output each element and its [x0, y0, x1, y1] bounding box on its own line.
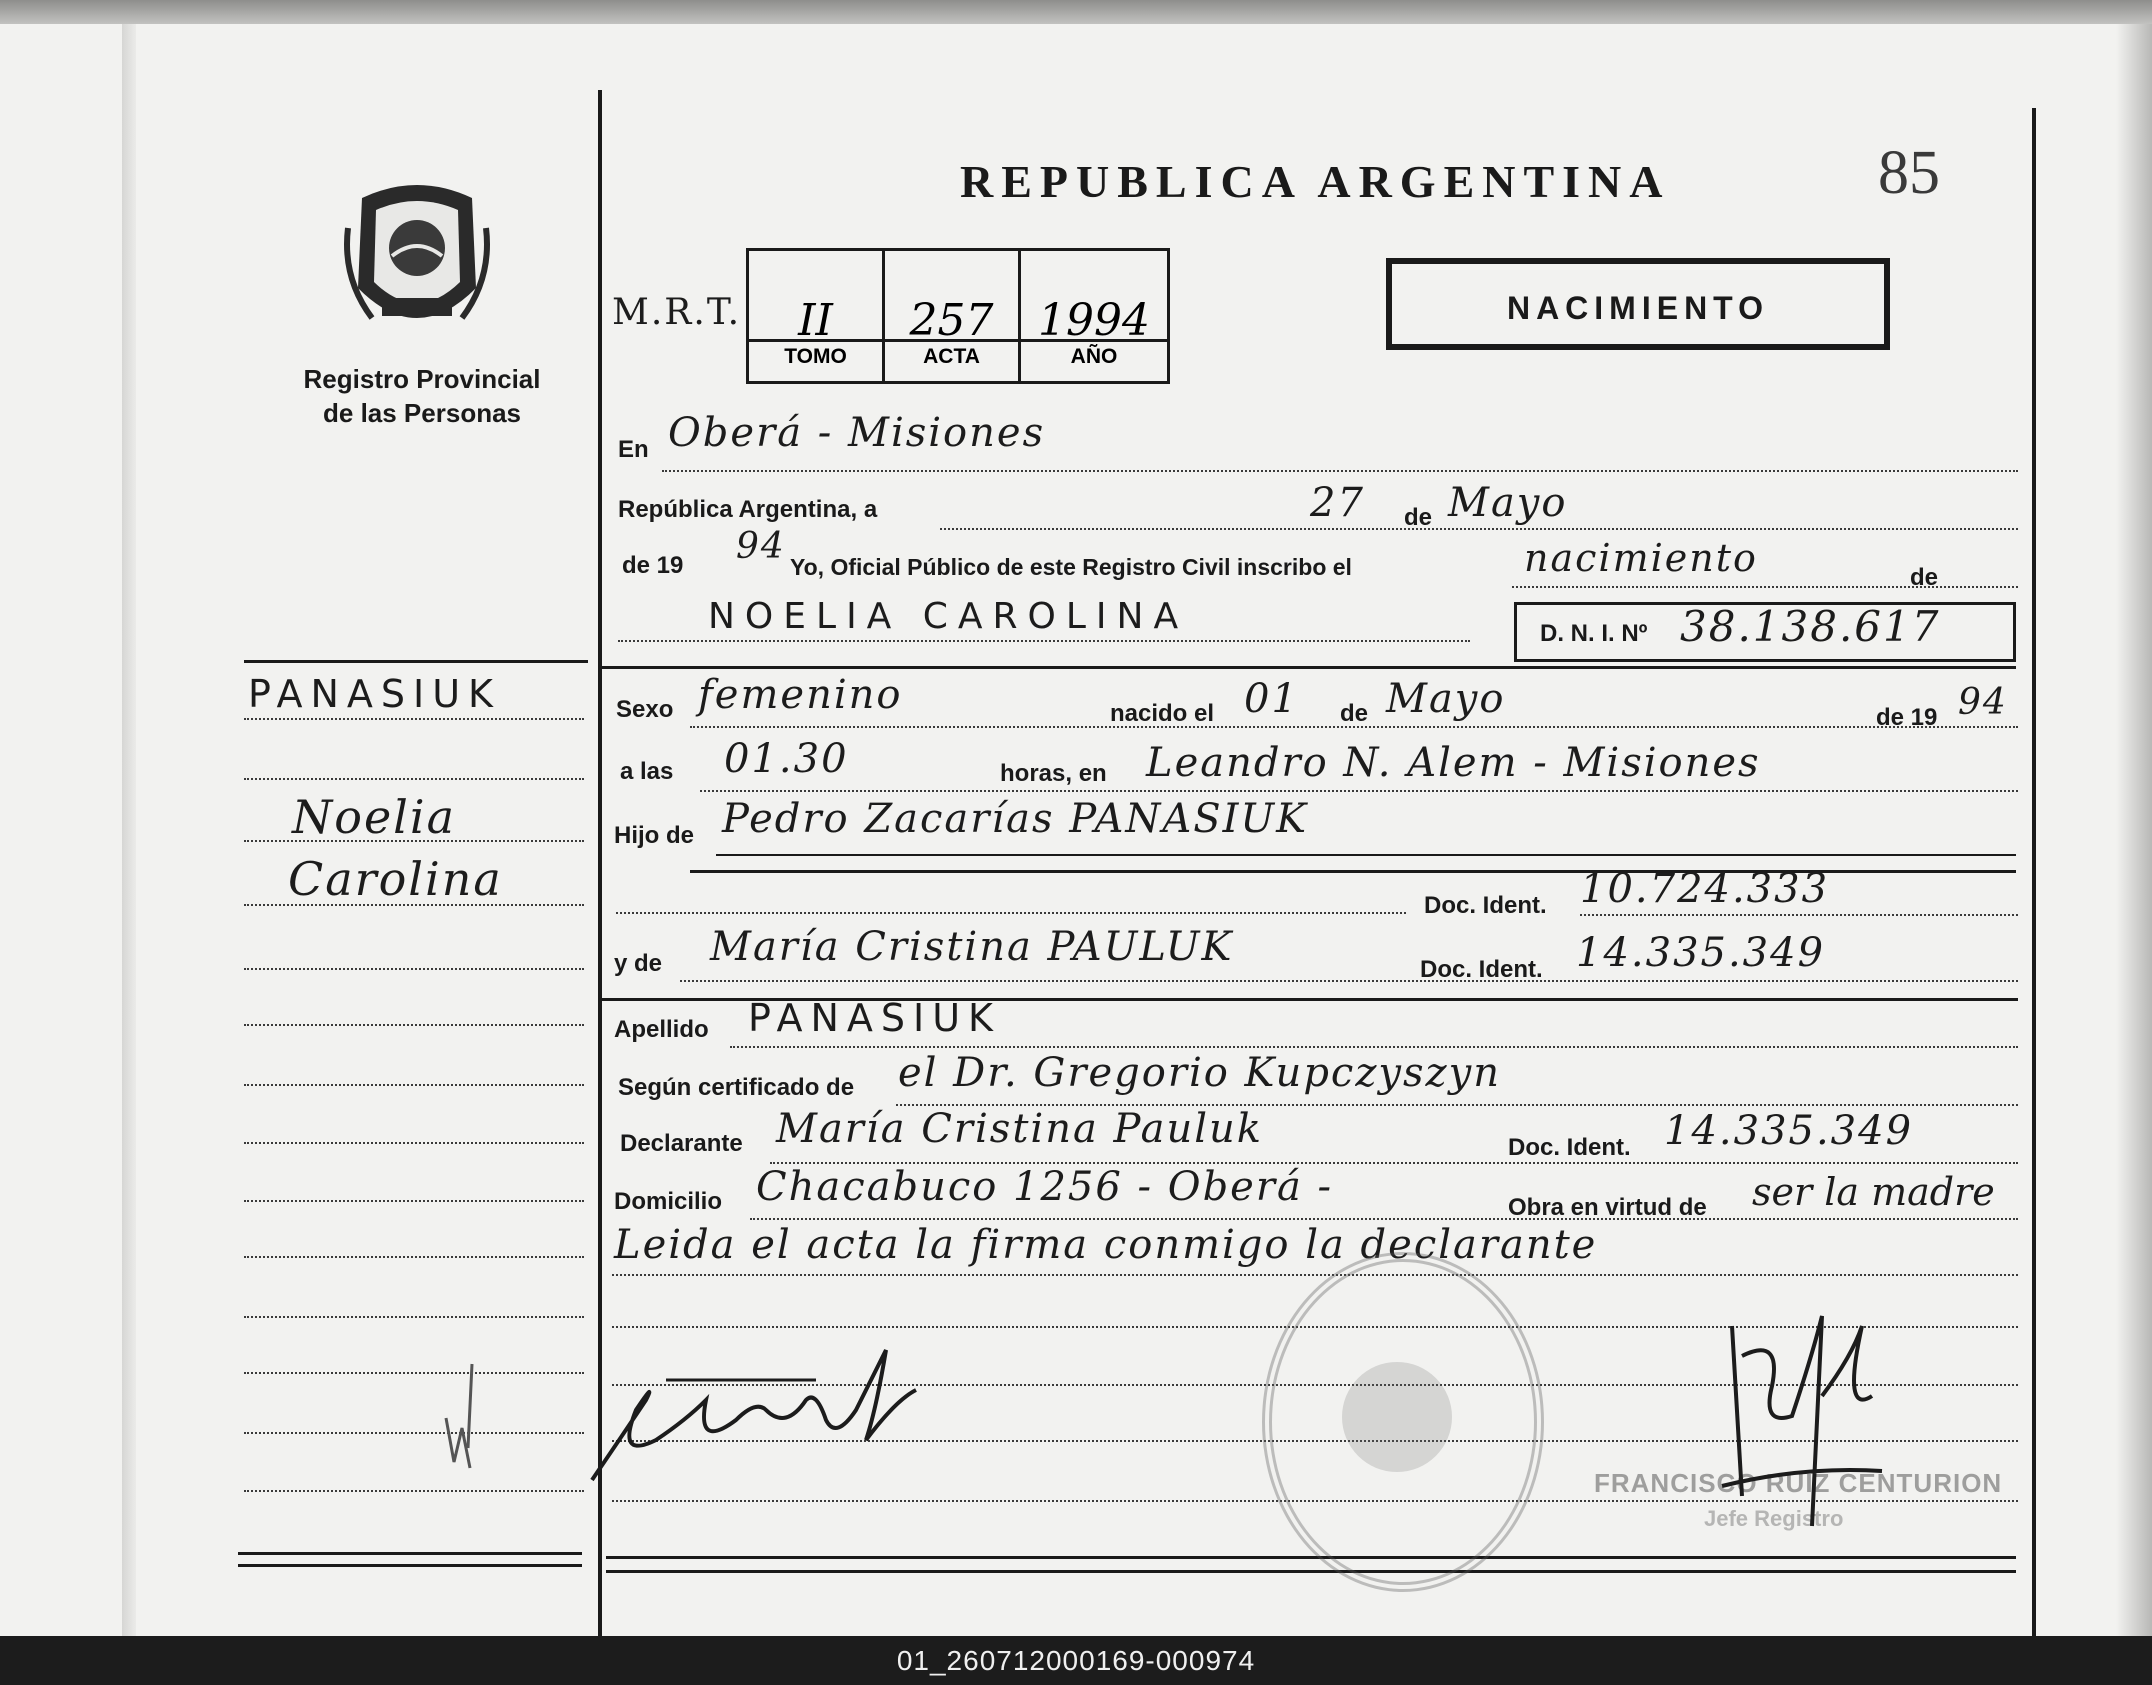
address-value: Chacabuco 1256 - Oberá -: [756, 1164, 1334, 1210]
mrt-label: M.R.T.: [612, 292, 742, 333]
registry-line-1: Registro Provincial: [303, 364, 541, 394]
act-value: nacimiento: [1524, 536, 1758, 580]
surname-value: PANASIUK: [748, 996, 1001, 1040]
margin-line: [244, 778, 584, 780]
label-segun: Según certificado de: [618, 1074, 855, 1101]
acta-value: 257: [909, 295, 994, 346]
line-domicilio: [750, 1218, 2018, 1220]
tomo-label: TOMO: [784, 345, 847, 368]
dni-value: 38.138.617: [1680, 602, 1941, 651]
line-act: [1512, 586, 2018, 588]
line-apellido: [730, 1046, 2018, 1048]
margin-line: [244, 1256, 584, 1258]
mother-doc-value: 14.335.349: [1576, 930, 1826, 976]
official-name-stamp: FRANCISCO RUIZ CENTURION: [1594, 1468, 2003, 1498]
margin-bottom-rule: [238, 1564, 582, 1567]
margin-line: [244, 968, 584, 970]
margin-surname: PANASIUK: [248, 672, 501, 716]
closing-statement: Leida el acta la firma conmigo la declarante: [614, 1222, 1598, 1268]
page-fold: [122, 24, 136, 1636]
label-sexo: Sexo: [616, 696, 674, 723]
margin-line: [244, 1372, 584, 1374]
place-value: Oberá - Misiones: [668, 410, 1046, 456]
page-edge: [2116, 24, 2152, 1636]
margin-line: [244, 1024, 584, 1026]
line-father-doc: [1580, 914, 2018, 916]
declarant-value: María Cristina Pauluk: [776, 1106, 1264, 1152]
father-doc-value: 10.724.333: [1580, 866, 1830, 912]
margin-bottom-rule: [238, 1552, 582, 1555]
margin-top-rule: [244, 660, 588, 663]
margin-line: [244, 1490, 584, 1492]
mrt-cell-ano: [1021, 251, 1167, 381]
declarant-doc-value: 14.335.349: [1664, 1108, 1914, 1154]
label-declarante: Declarante: [620, 1130, 743, 1157]
line-date: [940, 528, 2018, 530]
margin-line: [244, 1316, 584, 1318]
month-value: Mayo: [1448, 480, 1568, 526]
label-en: En: [618, 436, 649, 463]
label-doc-ident-declarant: Doc. Ident.: [1508, 1134, 1631, 1161]
hour-value: 01.30: [724, 736, 849, 782]
line-father-2: [616, 912, 1406, 914]
line-hora: [700, 790, 2018, 792]
label-de-19b: de 19: [1876, 704, 1938, 731]
ano-value: 1994: [1038, 295, 1150, 346]
label-de-19: de 19: [622, 552, 684, 579]
record-type-box: [1386, 258, 1890, 350]
birth-month-value: Mayo: [1386, 676, 1506, 722]
margin-line: [244, 1200, 584, 1202]
margin-line: [244, 1142, 584, 1144]
margin-initials-mark: [424, 1358, 504, 1478]
label-doc-ident-mother: Doc. Ident.: [1420, 956, 1543, 983]
label-de-2: de: [1340, 700, 1369, 727]
line-closing: [612, 1274, 2018, 1276]
mrt-cell-acta: [885, 251, 1021, 381]
label-nacido-el: nacido el: [1110, 700, 1215, 727]
margin-line: [244, 718, 584, 720]
birth-year-value: 94: [1958, 682, 2008, 723]
father-value: Pedro Zacarías PANASIUK: [722, 796, 1309, 842]
margin-given-name-1: Noelia: [292, 790, 457, 844]
label-doc-ident-father: Doc. Ident.: [1424, 892, 1547, 919]
label-hijo-de: Hijo de: [614, 822, 695, 849]
right-frame-line: [2032, 108, 2036, 1636]
day-value: 27: [1310, 480, 1365, 526]
child-name-value: NOELIA CAROLINA: [708, 596, 1189, 637]
bottom-rule: [606, 1556, 2016, 1559]
ano-label: AÑO: [1070, 345, 1118, 368]
birth-day-value: 01: [1244, 676, 1299, 722]
mrt-table: [746, 248, 1170, 384]
section-rule: [602, 666, 2016, 669]
folio-number: 85: [1878, 139, 1940, 207]
label-dni: D. N. I. Nº: [1540, 620, 1648, 647]
margin-line: [244, 1432, 584, 1434]
margin-line: [244, 1084, 584, 1086]
registry-line-2: de las Personas: [323, 398, 521, 428]
label-a-las: a las: [620, 758, 674, 785]
seal-emblem: [1342, 1362, 1452, 1472]
line-father: [716, 854, 2016, 856]
tomo-value: II: [798, 295, 833, 346]
record-type: NACIMIENTO: [1506, 290, 1770, 326]
page-title: REPUBLICA ARGENTINA: [960, 156, 1671, 207]
label-obra: Obra en virtud de: [1508, 1194, 1707, 1221]
label-oficial: Yo, Oficial Público de este Registro Civil inscribo el: [790, 554, 1352, 580]
birthplace-value: Leandro N. Alem - Misiones: [1146, 740, 1761, 786]
margin-given-name-2: Carolina: [288, 852, 503, 906]
official-signature: [1712, 1296, 1892, 1556]
label-y-de: y de: [614, 950, 663, 977]
label-horas-en: horas, en: [1000, 760, 1107, 787]
sex-value: femenino: [698, 672, 903, 718]
mrt-cell-tomo: [749, 251, 885, 381]
line-mother: [680, 980, 2018, 982]
image-id-caption: 01_260712000169-000974: [896, 1645, 1256, 1676]
year-value: 94: [736, 526, 786, 567]
mother-value: María Cristina PAULUK: [710, 924, 1234, 970]
certificate-value: el Dr. Gregorio Kupczyszyn: [898, 1050, 1501, 1096]
label-apellido: Apellido: [614, 1016, 709, 1043]
official-role-stamp: Jefe Registro: [1704, 1506, 1844, 1531]
province-seal-logo: [342, 178, 492, 336]
label-de: de: [1404, 504, 1433, 531]
declarant-signature: [586, 1340, 926, 1490]
acta-label: ACTA: [923, 345, 980, 368]
label-de-end: de: [1910, 564, 1939, 591]
line-name: [618, 640, 1470, 642]
label-domicilio: Domicilio: [614, 1188, 723, 1215]
official-seal-stamp: [1262, 1252, 1544, 1592]
line-sexo: [690, 726, 2018, 728]
registry-title: [272, 362, 572, 430]
reason-value: ser la madre: [1752, 1170, 1995, 1214]
label-republica-a: República Argentina, a: [618, 496, 878, 523]
bottom-rule: [606, 1570, 2016, 1573]
line-en: [662, 470, 2018, 472]
